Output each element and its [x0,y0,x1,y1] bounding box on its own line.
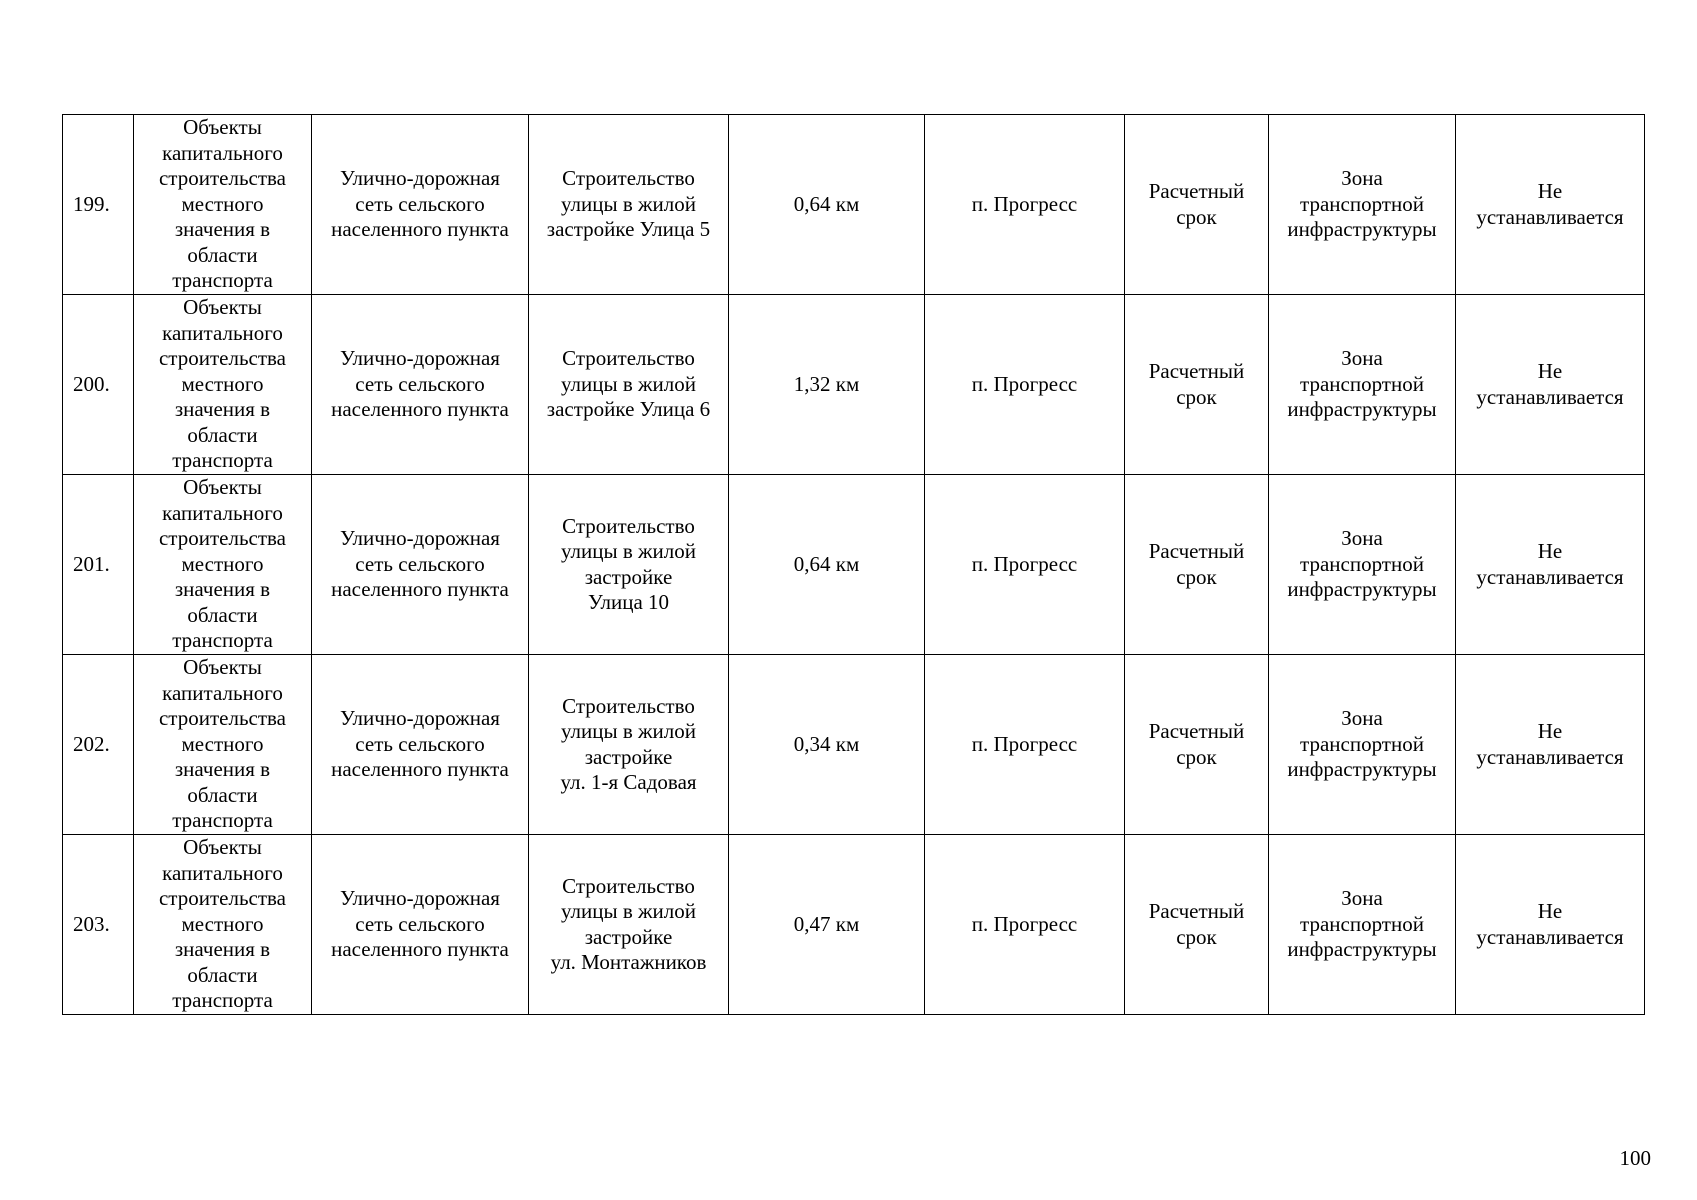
object-length: 0,64 км [729,115,925,295]
object-name: Строительство улицы в жилой застройке ул. Монтажников [529,835,729,1015]
protection-zone: Не устанавливается [1456,655,1645,835]
implementation-term: Расчетный срок [1125,295,1269,475]
implementation-term: Расчетный срок [1125,115,1269,295]
functional-zone: Зона транспортной инфраструктуры [1269,115,1456,295]
functional-zone: Зона транспортной инфраструктуры [1269,475,1456,655]
object-category: Объекты капитального строительства местного значения в области транспорта [134,655,312,835]
object-location: п. Прогресс [925,475,1125,655]
protection-zone: Не устанавливается [1456,115,1645,295]
object-length: 0,47 км [729,835,925,1015]
object-name: Строительство улицы в жилой застройке Улица 6 [529,295,729,475]
row-number: 201. [63,475,134,655]
object-length: 1,32 км [729,295,925,475]
table-row [63,295,1645,475]
object-category: Объекты капитального строительства местного значения в области транспорта [134,835,312,1015]
object-name: Строительство улицы в жилой застройке ул. 1-я Садовая [529,655,729,835]
functional-zone: Зона транспортной инфраструктуры [1269,295,1456,475]
protection-zone: Не устанавливается [1456,835,1645,1015]
table-row [63,115,1645,295]
implementation-term: Расчетный срок [1125,475,1269,655]
object-name: Строительство улицы в жилой застройке Улица 10 [529,475,729,655]
object-length: 0,34 км [729,655,925,835]
object-category: Объекты капитального строительства местного значения в области транспорта [134,475,312,655]
row-number: 202. [63,655,134,835]
table-row [63,655,1645,835]
row-number: 199. [63,115,134,295]
object-location: п. Прогресс [925,115,1125,295]
object-type: Улично-дорожная сеть сельского населенного пункта [312,115,529,295]
planned-objects-table [62,114,1645,1015]
functional-zone: Зона транспортной инфраструктуры [1269,655,1456,835]
table-row [63,835,1645,1015]
row-number: 200. [63,295,134,475]
object-name: Строительство улицы в жилой застройке Улица 5 [529,115,729,295]
object-type: Улично-дорожная сеть сельского населенного пункта [312,295,529,475]
object-category: Объекты капитального строительства местного значения в области транспорта [134,115,312,295]
row-number: 203. [63,835,134,1015]
protection-zone: Не устанавливается [1456,475,1645,655]
object-location: п. Прогресс [925,295,1125,475]
implementation-term: Расчетный срок [1125,655,1269,835]
object-length: 0,64 км [729,475,925,655]
object-category: Объекты капитального строительства местного значения в области транспорта [134,295,312,475]
page-number: 100 [1619,1146,1651,1170]
object-location: п. Прогресс [925,655,1125,835]
functional-zone: Зона транспортной инфраструктуры [1269,835,1456,1015]
table-row [63,475,1645,655]
object-location: п. Прогресс [925,835,1125,1015]
implementation-term: Расчетный срок [1125,835,1269,1015]
protection-zone: Не устанавливается [1456,295,1645,475]
object-type: Улично-дорожная сеть сельского населенного пункта [312,835,529,1015]
object-type: Улично-дорожная сеть сельского населенного пункта [312,655,529,835]
object-type: Улично-дорожная сеть сельского населенного пункта [312,475,529,655]
